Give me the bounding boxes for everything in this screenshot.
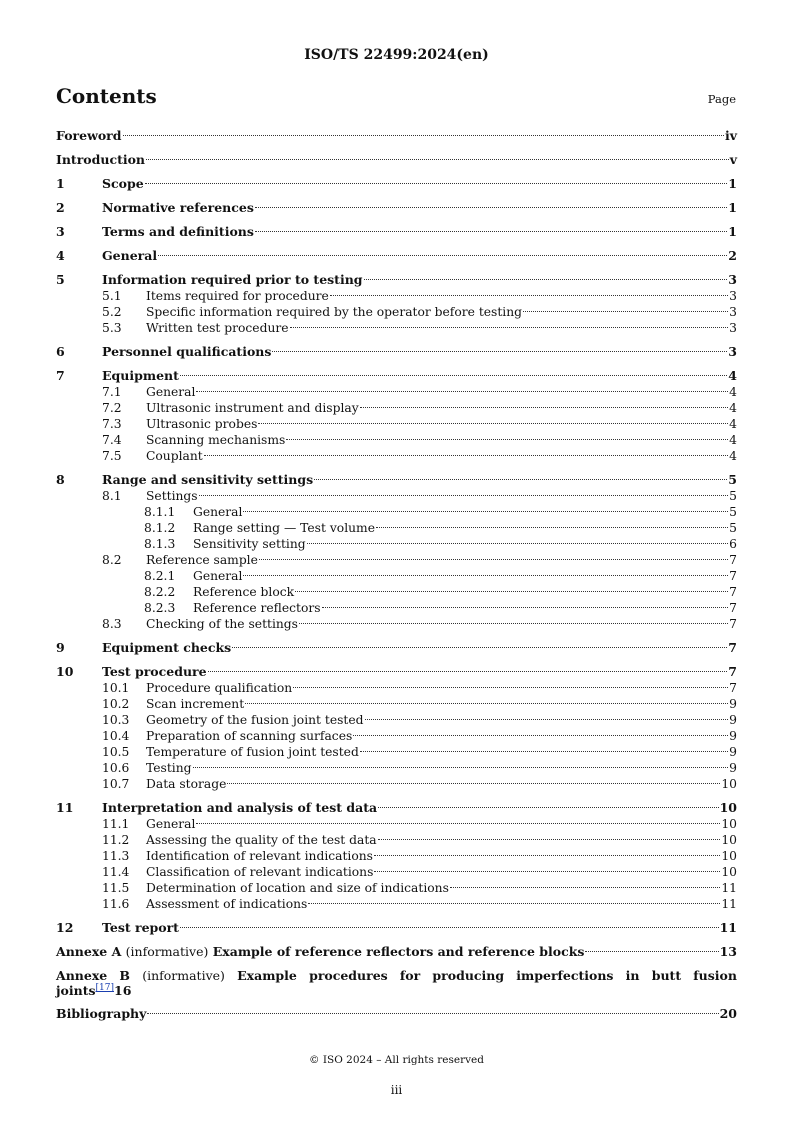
toc-entry-bibliography[interactable]	[56, 1006, 737, 1022]
toc-entry[interactable]	[56, 616, 737, 632]
toc-page-number: 4	[729, 433, 737, 447]
toc-page-number: iv	[724, 128, 737, 143]
toc-entry-number: 1	[56, 176, 65, 191]
dot-leader	[193, 757, 729, 768]
annex-b-line-1	[56, 968, 737, 983]
toc-page-number: 7	[729, 569, 737, 583]
dot-leader	[290, 317, 729, 328]
toc-entry-title: Equipment checks	[102, 640, 232, 655]
dot-leader	[293, 677, 728, 688]
toc-entry-title: General	[146, 385, 196, 399]
toc-page-number: 11	[719, 920, 737, 935]
table-of-contents	[56, 128, 737, 1022]
dot-leader	[330, 285, 728, 296]
toc-entry-number: 2	[56, 200, 65, 215]
toc-entry-number: 8.1.2	[144, 521, 176, 535]
toc-entry-annex-b[interactable]	[56, 968, 737, 998]
toc-page-number: 9	[729, 761, 737, 775]
toc-entry-number: 11.6	[102, 897, 130, 911]
dot-leader	[259, 549, 728, 560]
toc-page-number: 10	[721, 865, 737, 879]
dot-leader	[199, 485, 729, 496]
toc-entry[interactable]	[56, 920, 737, 936]
dot-leader	[243, 565, 728, 576]
toc-page-number: 3	[728, 344, 737, 359]
dot-leader	[180, 917, 719, 928]
toc-entry-title: Terms and definitions	[102, 224, 254, 239]
toc-entry-title: Reference block	[193, 585, 295, 599]
toc-page-number: 9	[729, 713, 737, 727]
toc-entry-title: Scan increment	[146, 697, 245, 711]
toc-entry-number: 10.4	[102, 729, 130, 743]
toc-page-number: 5	[728, 472, 737, 487]
toc-entry-title: Reference sample	[146, 553, 258, 567]
toc-entry-number: 10.1	[102, 681, 130, 695]
dot-leader	[232, 637, 727, 648]
toc-entry-title: Couplant	[146, 449, 203, 463]
toc-entry-title: Reference reflectors	[193, 601, 321, 615]
dot-leader	[180, 365, 727, 376]
toc-entry-number: 7.1	[102, 385, 122, 399]
dot-leader	[360, 741, 728, 752]
dot-leader	[145, 173, 728, 184]
toc-entry-number: 9	[56, 640, 65, 655]
dot-leader	[374, 861, 720, 872]
toc-page-number: 7	[729, 617, 737, 631]
toc-page-number: 20	[719, 1006, 737, 1021]
dot-leader	[360, 397, 729, 408]
toc-entry-title: Test report	[102, 920, 179, 935]
toc-entry-number: 4	[56, 248, 65, 263]
toc-page-number: 7	[728, 664, 737, 679]
toc-entry[interactable]	[56, 224, 737, 240]
toc-entry-title: General	[193, 569, 243, 583]
toc-page-number: 3	[729, 321, 737, 335]
toc-entry-title: Classification of relevant indications	[146, 865, 374, 879]
toc-entry-title: Testing	[146, 761, 192, 775]
dot-leader	[365, 709, 729, 720]
toc-entry-title: General	[146, 817, 196, 831]
toc-page-number: 5	[729, 505, 737, 519]
toc-page-number: 5	[729, 489, 737, 503]
toc-page-number: 11	[721, 897, 737, 911]
toc-entry-number: 12	[56, 920, 74, 935]
toc-entry-annex-a[interactable]	[56, 944, 737, 960]
toc-page-number: 7	[729, 553, 737, 567]
toc-entry-number: 7	[56, 368, 65, 383]
toc-page-number: 7	[728, 640, 737, 655]
dot-leader	[196, 381, 728, 392]
toc-entry-number: 8.3	[102, 617, 122, 631]
toc-page-number: 9	[729, 729, 737, 743]
dot-leader	[255, 221, 727, 232]
toc-entry-title: Introduction	[56, 152, 146, 167]
toc-entry-title: Settings	[146, 489, 198, 503]
toc-entry-number: 7.2	[102, 401, 122, 415]
toc-entry-title: Personnel qualifications	[102, 344, 272, 359]
dot-leader	[295, 581, 728, 592]
toc-page-number: 4	[729, 385, 737, 399]
toc-entry-number: 8.1.1	[144, 505, 176, 519]
toc-entry-title: Information required prior to testing	[102, 272, 363, 287]
toc-entry-title: Scanning mechanisms	[146, 433, 286, 447]
toc-entry-number: 10.3	[102, 713, 130, 727]
toc-page-number: 7	[729, 601, 737, 615]
toc-entry-title: Identification of relevant indications	[146, 849, 373, 863]
toc-entry-number: 8.2	[102, 553, 122, 567]
toc-entry-number: 10.7	[102, 777, 130, 791]
toc-page-number: 9	[729, 697, 737, 711]
toc-entry-number: 5.3	[102, 321, 122, 335]
annex-b-note: (informative)	[142, 968, 225, 983]
dot-leader	[378, 797, 718, 808]
toc-entry-number: 8.2.2	[144, 585, 176, 599]
toc-page-number: 10	[721, 833, 737, 847]
toc-entry-number: 8	[56, 472, 65, 487]
copyright-footer: © ISO 2024 – All rights reserved	[309, 1054, 484, 1066]
toc-entry-number: 11.2	[102, 833, 130, 847]
toc-entry-title: Range and sensitivity settings	[102, 472, 314, 487]
toc-page-number: 11	[721, 881, 737, 895]
toc-page-number: 6	[729, 537, 737, 551]
toc-entry-number: 11.4	[102, 865, 130, 879]
dot-leader	[353, 725, 728, 736]
toc-entry-title: Assessment of indications	[146, 897, 308, 911]
toc-entry-title: Foreword	[56, 128, 122, 143]
toc-entry[interactable]	[56, 200, 737, 216]
toc-entry-title: Data storage	[146, 777, 227, 791]
toc-page-number: 4	[729, 401, 737, 415]
toc-page-number: 1	[728, 200, 737, 215]
toc-entry[interactable]	[56, 640, 737, 656]
dot-leader	[523, 301, 728, 312]
toc-entry-number: 5.2	[102, 305, 122, 319]
annex-a-title: Example of reference reflectors and reference blocks	[212, 944, 585, 959]
toc-entry-number: 8.2.3	[144, 601, 176, 615]
toc-entry-title: Ultrasonic instrument and display	[146, 401, 359, 415]
toc-entry-title: General	[193, 505, 243, 519]
toc-entry-number: 5	[56, 272, 65, 287]
toc-entry-title: Checking of the settings	[146, 617, 298, 631]
document-header: ISO/TS 22499:2024(en)	[304, 47, 489, 63]
toc-page-number: 16	[114, 983, 132, 998]
toc-entry-title: Scope	[102, 176, 144, 191]
dot-leader	[364, 269, 728, 280]
dot-leader	[286, 429, 728, 440]
contents-title-row	[56, 84, 736, 114]
toc-page-number: 10	[721, 817, 737, 831]
dot-leader	[258, 413, 728, 424]
dot-leader	[147, 1003, 718, 1014]
dot-leader	[450, 877, 720, 888]
toc-entry-title: Interpretation and analysis of test data	[102, 800, 378, 815]
toc-entry-title: Range setting — Test volume	[193, 521, 375, 535]
toc-page-number: 4	[729, 417, 737, 431]
toc-entries	[56, 128, 737, 936]
annex-a-note: (informative)	[125, 944, 209, 959]
dot-leader	[376, 517, 728, 528]
dot-leader	[308, 893, 720, 904]
toc-entry-title: Equipment	[102, 368, 179, 383]
dot-leader	[378, 829, 721, 840]
toc-entry-number: 7.4	[102, 433, 122, 447]
citation-link[interactable]: [17]	[95, 982, 114, 993]
toc-entry-title: Geometry of the fusion joint tested	[146, 713, 364, 727]
toc-entry-title: General	[102, 248, 158, 263]
annex-a-heading	[56, 944, 584, 960]
toc-entry-number: 8.1.3	[144, 537, 176, 551]
toc-entry-title: Assessing the quality of the test data	[146, 833, 377, 847]
toc-entry-number: 3	[56, 224, 65, 239]
toc-entry-title: Specific information required by the operator before testing	[146, 305, 523, 319]
toc-entry[interactable]	[56, 248, 737, 264]
toc-entry-title: Normative references	[102, 200, 254, 215]
toc-entry[interactable]	[56, 344, 737, 360]
dot-leader	[585, 941, 718, 952]
dot-leader	[322, 597, 729, 608]
toc-entry-number: 7.5	[102, 449, 122, 463]
page-column-label: Page	[707, 92, 736, 106]
toc-entry-number: 6	[56, 344, 65, 359]
toc-page-number: 3	[728, 272, 737, 287]
dot-leader	[374, 845, 720, 856]
toc-page-number: 7	[729, 681, 737, 695]
toc-page-number: 1	[728, 176, 737, 191]
dot-leader	[204, 445, 728, 456]
dot-leader	[208, 661, 728, 672]
toc-entry-number: 10.2	[102, 697, 130, 711]
annex-b-line-2	[56, 983, 737, 998]
toc-entry-number: 8.1	[102, 489, 122, 503]
toc-entry[interactable]	[56, 320, 737, 336]
dot-leader	[255, 197, 727, 208]
dot-leader	[123, 125, 724, 136]
toc-entry[interactable]	[56, 776, 737, 792]
dot-leader	[307, 533, 729, 544]
toc-entry-number: 7.3	[102, 417, 122, 431]
toc-entry-title: Preparation of scanning surfaces	[146, 729, 353, 743]
toc-page-number: 4	[729, 449, 737, 463]
toc-entry-number: 11.3	[102, 849, 130, 863]
toc-page-number: 10	[721, 849, 737, 863]
toc-page-number: 3	[729, 289, 737, 303]
toc-entry-title: Ultrasonic probes	[146, 417, 258, 431]
toc-entry[interactable]	[56, 176, 737, 192]
toc-page-number: 4	[728, 368, 737, 383]
toc-entry-number: 10.6	[102, 761, 130, 775]
toc-entry-title: Items required for procedure	[146, 289, 329, 303]
dot-leader	[227, 773, 720, 784]
dot-leader	[243, 501, 728, 512]
toc-page-number: 10	[719, 800, 737, 815]
toc-entry-number: 5.1	[102, 289, 122, 303]
dot-leader	[245, 693, 728, 704]
toc-page-number: 1	[728, 224, 737, 239]
annex-b-label: Annexe B	[56, 968, 130, 983]
toc-entry-title: Test procedure	[102, 664, 207, 679]
toc-entry[interactable]	[56, 128, 737, 144]
annex-b-title-joints: joints	[56, 983, 96, 998]
page-title: Contents	[56, 84, 157, 108]
toc-page-number: 10	[721, 777, 737, 791]
toc-entry-title: Bibliography	[56, 1006, 147, 1021]
toc-entry-number: 10.5	[102, 745, 130, 759]
annex-b-title-line-2	[56, 983, 114, 998]
toc-entry-number: 11.1	[102, 817, 130, 831]
toc-page-number: 7	[729, 585, 737, 599]
dot-leader	[196, 813, 720, 824]
toc-entry-title: Procedure qualification	[146, 681, 293, 695]
toc-entry-number: 8.2.1	[144, 569, 176, 583]
toc-page-number: v	[729, 152, 737, 167]
toc-page-number: 3	[729, 305, 737, 319]
toc-entry-number: 11	[56, 800, 74, 815]
dot-leader	[272, 341, 727, 352]
toc-entry-title: Temperature of fusion joint tested	[146, 745, 359, 759]
dot-leader	[146, 149, 729, 160]
toc-page-number: 5	[729, 521, 737, 535]
dot-leader	[158, 245, 727, 256]
toc-page-number: 9	[729, 745, 737, 759]
toc-entry[interactable]	[56, 448, 737, 464]
dot-leader	[299, 613, 728, 624]
toc-entry-title: Determination of location and size of indications	[146, 881, 449, 895]
toc-entry[interactable]	[56, 152, 737, 168]
toc-entry-title: Sensitivity setting	[193, 537, 306, 551]
dot-leader	[314, 469, 727, 480]
annex-b-title-line-1: Example procedures for producing imperfections in butt fusion	[237, 968, 737, 983]
toc-page-number: 2	[728, 248, 737, 263]
annex-a-label: Annexe A	[56, 944, 122, 959]
toc-page-number: 13	[719, 944, 737, 959]
toc-entry-title: Written test procedure	[146, 321, 289, 335]
toc-entry-number: 10	[56, 664, 74, 679]
toc-entry-number: 11.5	[102, 881, 130, 895]
page-number: iii	[390, 1083, 403, 1097]
toc-entry[interactable]	[56, 896, 737, 912]
